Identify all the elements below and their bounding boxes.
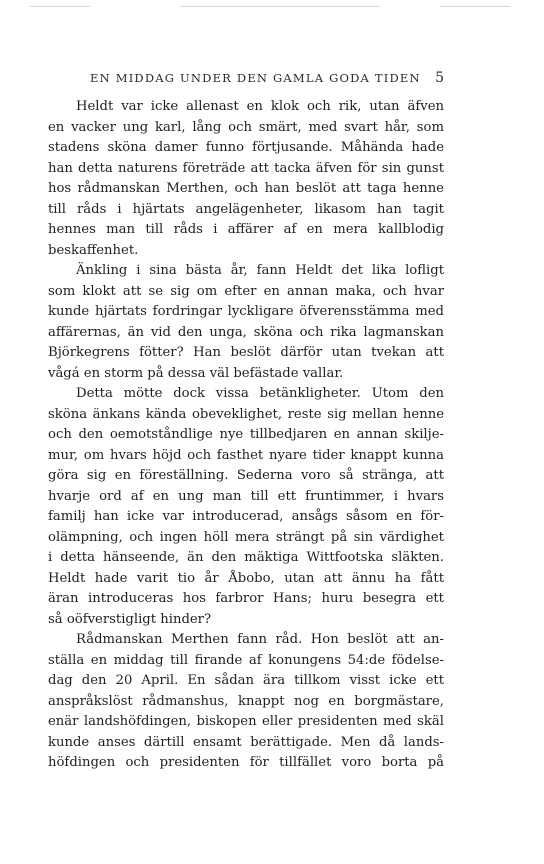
text-line: så oöfverstigligt hinder? <box>48 611 212 627</box>
text-line: affärernas, än vid den unga, sköna och rika lagmanskan <box>48 324 444 340</box>
text-line: hos rådmanskan Merthen, och han beslöt att taga henne <box>48 181 444 196</box>
text-line: hennes man till råds i affärer af en mera kallblodig <box>48 222 444 237</box>
text-line: beskaffenhet. <box>48 242 139 258</box>
text-line: höfdingen och presidenten för tillfället voro borta på <box>48 755 444 770</box>
text-line: sköna änkans kända obeveklighet, reste sig mellan henne <box>48 406 444 422</box>
text-line: Heldt hade varit tio år Åbobo, utan att ännu ha fått <box>48 570 444 586</box>
text-line: dag den 20 April. En sådan ära tillkom visst icke ett <box>48 673 444 688</box>
text-line: stadens sköna damer funno förtjusande. Måhända hade <box>48 140 444 155</box>
text-line: till råds i hjärtats angelägenheter, likasom han tagit <box>48 201 444 217</box>
page-body-text <box>48 97 444 774</box>
text-line: Änkling i sina bästa år, fann Heldt det lika lofligt <box>76 263 444 278</box>
text-line: en vacker ung karl, lång och smärt, med svart hår, som <box>48 119 444 135</box>
text-line: anspråkslöst rådmanshus, knappt nog en borgmästare, <box>48 693 444 709</box>
text-line: i detta hänseende, än den mäktiga Wittfootska släkten. <box>48 550 444 565</box>
text-line: Detta mötte dock vissa betänkligheter. Utom den <box>76 386 444 401</box>
page-header <box>60 68 444 88</box>
running-head: EN MIDDAG UNDER DEN GAMLA GODA TIDEN <box>90 71 421 85</box>
text-line: kunde anses därtill ensamt berättigade. Men då lands- <box>48 734 444 750</box>
scan-artifact-line <box>180 6 380 7</box>
text-line: vågá en storm på dessa väl befästade vallar. <box>48 365 344 381</box>
text-line: som klokt att se sig om efter en annan maka, och hvar <box>48 283 444 299</box>
text-line: ställa en middag till firande af konungens 54:de födelse- <box>48 652 444 668</box>
page-number: 5 <box>435 70 444 86</box>
text-line: och den oemotståndlige nye tillbedjaren en annan skilje- <box>48 427 444 442</box>
text-line: Heldt var icke allenast en klok och rik, utan äfven <box>76 99 444 114</box>
text-line: hvarje ord af en ung man till ett fruntimmer, i hvars <box>48 488 444 504</box>
text-line: göra sig en föreställning. Sederna voro så stränga, att <box>48 468 444 483</box>
text-line: olämpning, och ingen höll mera strängt på sin värdighet <box>48 529 444 545</box>
scan-artifact-line <box>30 6 90 7</box>
text-line: han detta naturens företräde att tacka äfven för sin gunst <box>48 160 444 176</box>
text-line: enär landshöfdingen, biskopen eller presidenten med skäl <box>48 714 444 729</box>
text-line: äran introduceras hos farbror Hans; huru besegra ett <box>48 591 444 606</box>
scan-artifact-line <box>440 6 510 7</box>
text-line: Rådmanskan Merthen fann råd. Hon beslöt att an- <box>76 632 444 647</box>
text-line: kunde hjärtats fordringar lyckligare öfverensstämma med <box>48 304 444 319</box>
text-line: mur, om hvars höjd och fasthet nyare tider knappt kunna <box>48 447 444 463</box>
text-line: Björkegrens fötter? Han beslöt därför utan tvekan att <box>48 345 444 360</box>
text-line: familj han icke var introducerad, ansågs såsom en för- <box>48 509 444 524</box>
